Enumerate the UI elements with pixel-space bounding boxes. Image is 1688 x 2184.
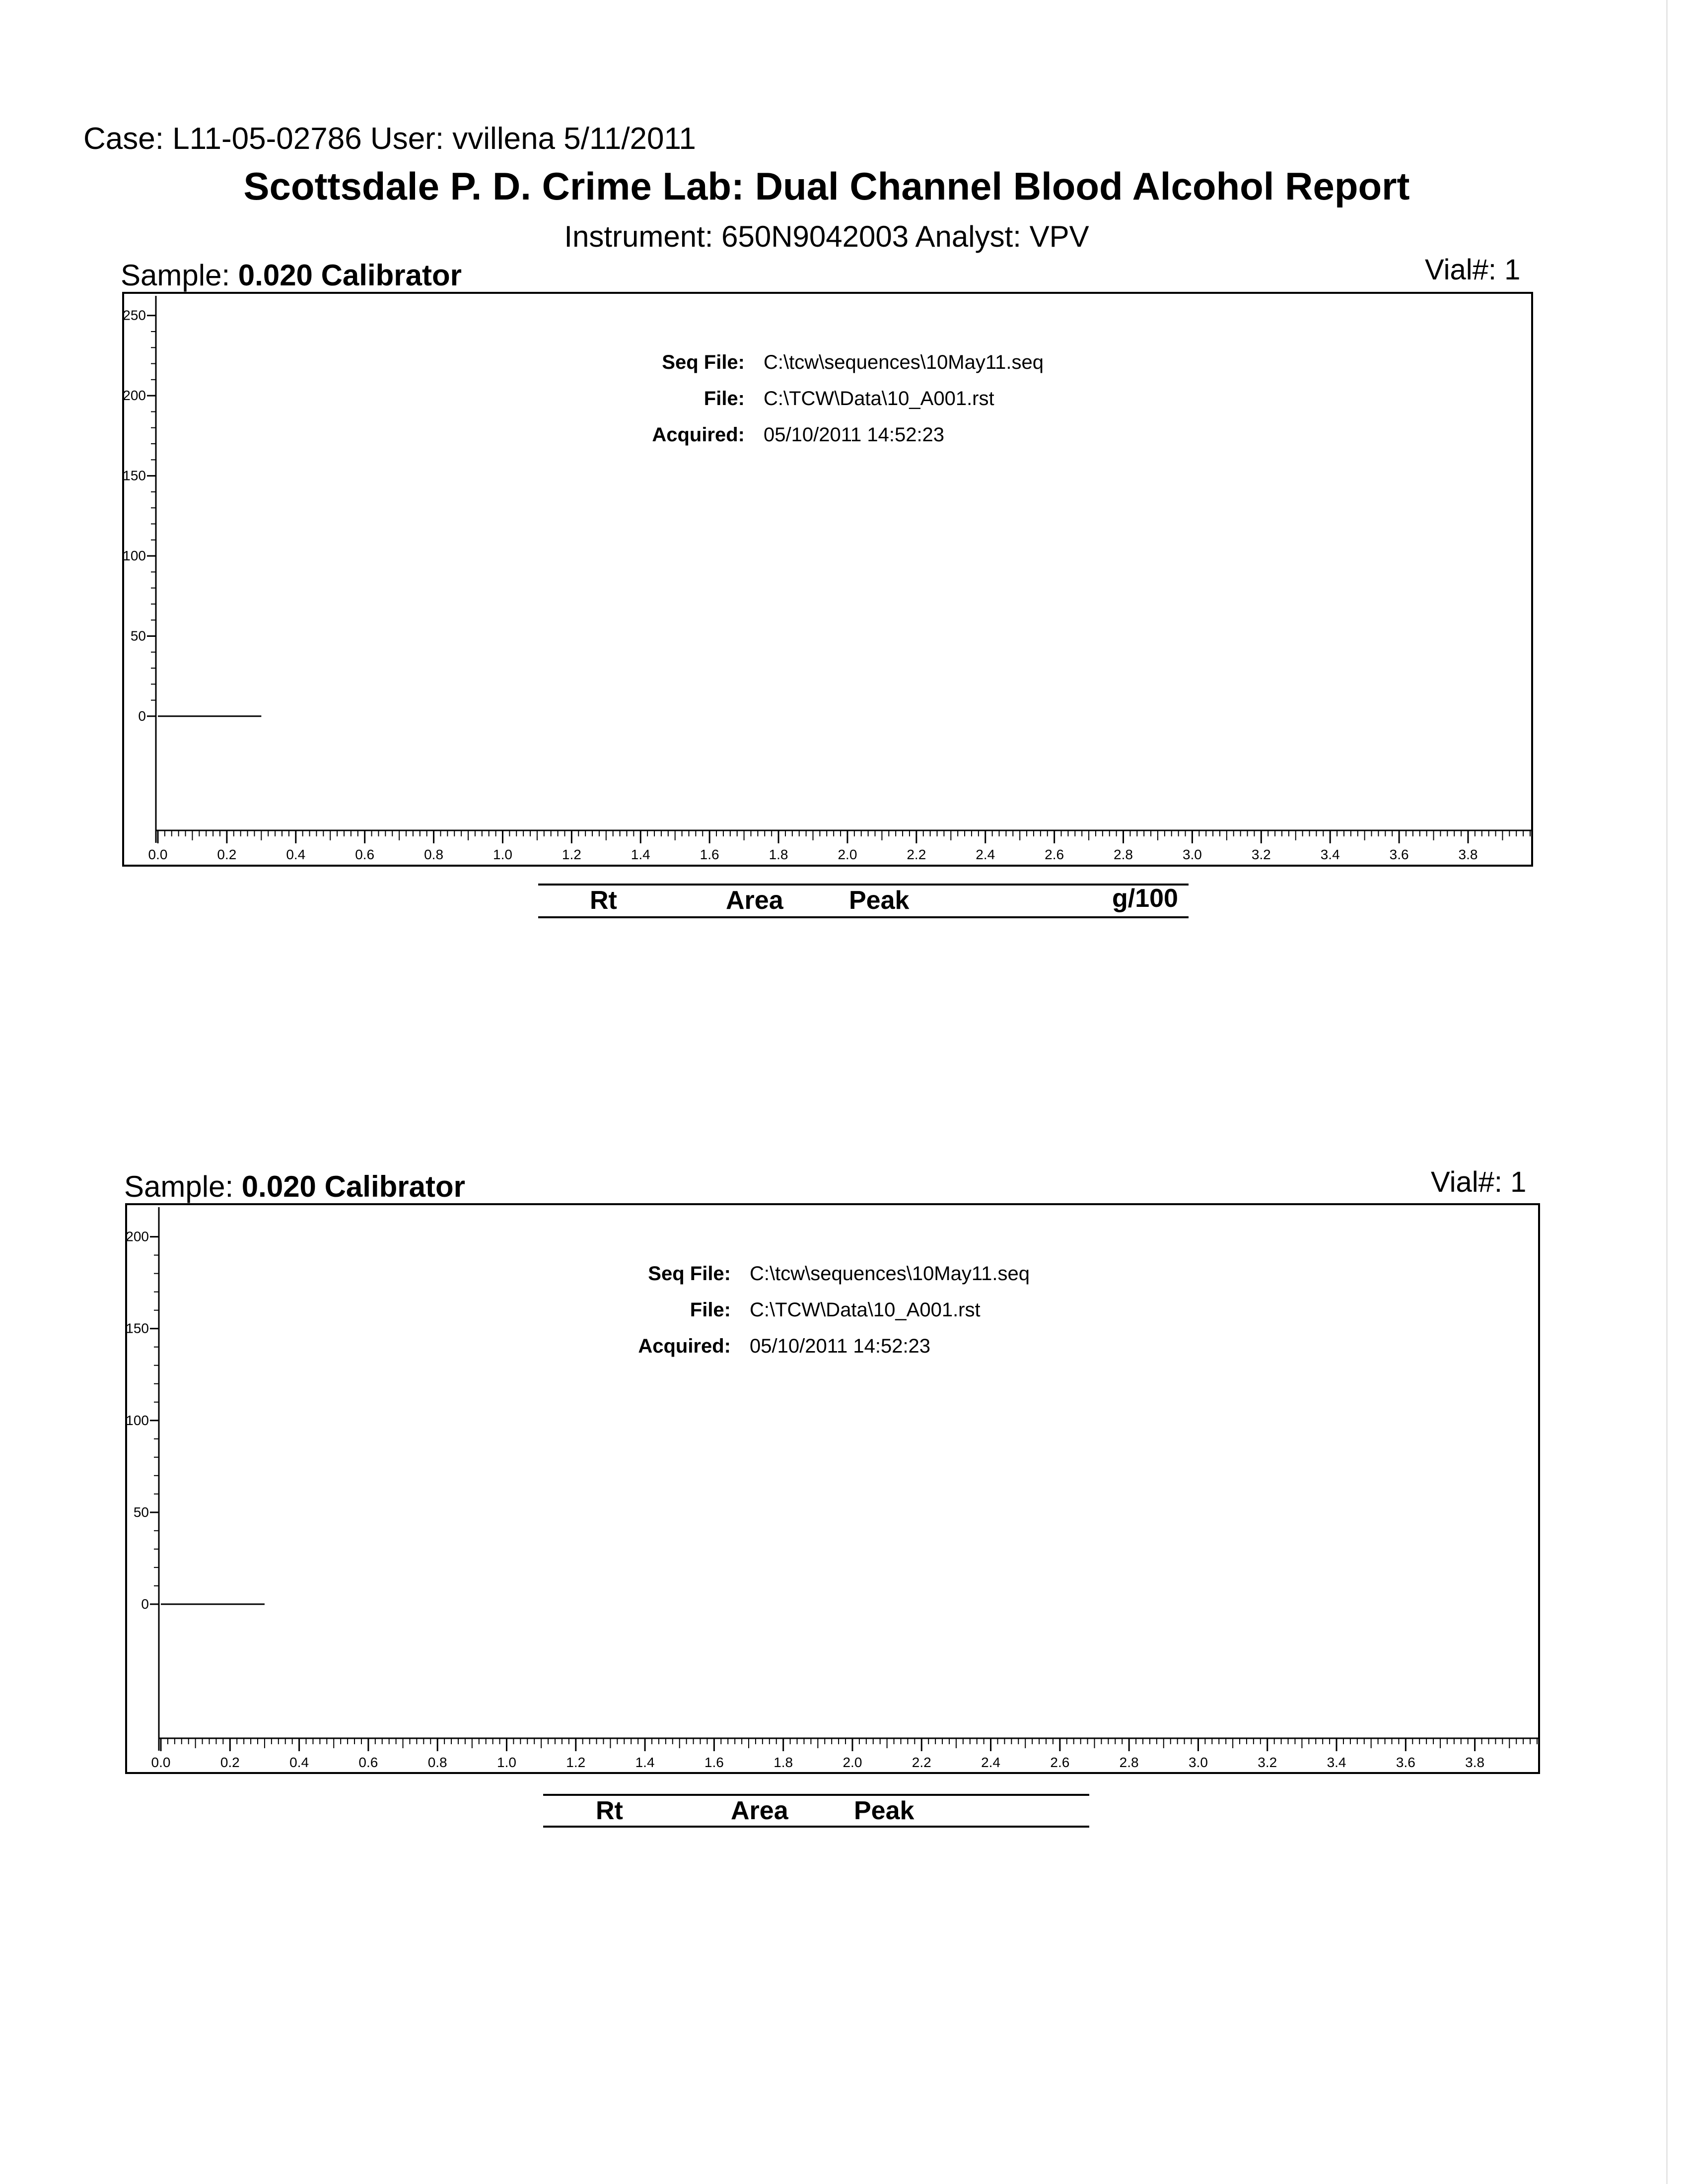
x-tick-label: 3.2 [1258, 1755, 1277, 1770]
x-tick-label: 2.2 [912, 1755, 931, 1770]
x-tick-label: 3.8 [1465, 1755, 1485, 1770]
x-tick-label: 1.0 [493, 847, 512, 862]
x-tick-label: 1.8 [774, 1755, 793, 1770]
x-tick-label: 0.0 [151, 1755, 171, 1770]
panel-1-acquired-value: 05/10/2011 14:52:23 [764, 424, 945, 446]
panel-2-sample-name: 0.020 Calibrator [241, 1170, 465, 1203]
x-tick-label: 0.0 [148, 847, 168, 862]
x-tick-label: 2.8 [1119, 1755, 1139, 1770]
x-tick-label: 3.6 [1389, 847, 1409, 862]
y-tick-label: 250 [123, 307, 146, 323]
y-tick-label: 150 [123, 468, 146, 483]
x-tick-label: 2.8 [1114, 847, 1133, 862]
x-tick-label: 0.8 [427, 1755, 447, 1770]
x-tick-label: 3.6 [1396, 1755, 1415, 1770]
y-tick-label: 100 [123, 548, 146, 564]
panel-1-col-g100: g/100 [1112, 884, 1178, 913]
x-tick-label: 3.8 [1458, 847, 1478, 862]
x-tick-label: 1.4 [631, 847, 650, 862]
x-tick-label: 1.2 [562, 847, 581, 862]
y-tick-label: 200 [123, 388, 146, 404]
panel-2-table-top-rule [543, 1794, 1089, 1796]
panel-1-seq-file-value: C:\tcw\sequences\10May11.seq [764, 351, 1044, 373]
panel-1-file-label: File: [703, 388, 745, 410]
panel-2-col-area: Area [731, 1796, 788, 1825]
x-tick-label: 3.4 [1327, 1755, 1346, 1770]
panel-2-vial: Vial#: 1 [1431, 1166, 1527, 1198]
x-tick-label: 1.2 [566, 1755, 586, 1770]
x-tick-label: 1.0 [497, 1755, 516, 1770]
panel-1-col-area: Area [726, 886, 783, 915]
panel-2-file-value: C:\TCW\Data\10_A001.rst [750, 1299, 981, 1321]
y-tick-label: 0 [141, 1596, 149, 1612]
x-tick-label: 2.6 [1050, 1755, 1070, 1770]
x-tick-label: 2.6 [1045, 847, 1064, 862]
y-tick-label: 50 [133, 1504, 149, 1520]
case-line: Case: L11-05-02786 User: vvillena 5/11/2011 [83, 122, 696, 156]
x-tick-label: 1.8 [769, 847, 788, 862]
panel-2-sample-prefix: Sample: [124, 1170, 234, 1203]
panel-2-seq-file-label: Seq File: [648, 1263, 731, 1285]
x-tick-label: 2.0 [838, 847, 857, 862]
y-tick-label: 200 [126, 1228, 149, 1244]
instrument-line: Instrument: 650N9042003 Analyst: VPV [564, 220, 1089, 253]
panel-1-col-rt: Rt [590, 886, 617, 915]
panel-1-seq-file-label: Seq File: [662, 351, 745, 373]
panel-2-col-peak: Peak [854, 1796, 914, 1825]
x-tick-label: 0.6 [358, 1755, 378, 1770]
x-tick-label: 0.8 [424, 847, 444, 862]
panel-1-sample-label [121, 258, 462, 292]
panel-2-acquired-label: Acquired: [638, 1335, 731, 1357]
panel-1-vial: Vial#: 1 [1425, 254, 1521, 286]
panel-1-col-peak: Peak [849, 886, 910, 915]
panel-1-file-value: C:\TCW\Data\10_A001.rst [764, 388, 994, 410]
x-tick-label: 3.0 [1182, 847, 1202, 862]
panel-1-sample-prefix: Sample: [121, 259, 230, 292]
x-tick-label: 2.2 [907, 847, 926, 862]
panel-1-sample-name: 0.020 Calibrator [238, 259, 462, 292]
x-tick-label: 3.4 [1320, 847, 1340, 862]
panel-2-sample-label [124, 1169, 465, 1204]
x-tick-label: 3.2 [1251, 847, 1271, 862]
x-tick-label: 0.4 [289, 1755, 309, 1770]
panel-1-acquired-label: Acquired: [652, 424, 745, 446]
panel-2-seq-file-value: C:\tcw\sequences\10May11.seq [750, 1263, 1030, 1285]
x-tick-label: 1.4 [635, 1755, 655, 1770]
y-tick-label: 50 [130, 628, 146, 644]
scan-edge-line [1666, 0, 1668, 2184]
y-tick-label: 150 [126, 1320, 149, 1336]
panel-2-table-bottom-rule [543, 1826, 1089, 1828]
x-tick-label: 3.0 [1188, 1755, 1208, 1770]
report-title: Scottsdale P. D. Crime Lab: Dual Channel Blood Alcohol Report [243, 164, 1410, 208]
panel-2-file-label: File: [690, 1299, 731, 1321]
x-tick-label: 1.6 [704, 1755, 724, 1770]
x-tick-label: 0.2 [217, 847, 237, 862]
x-tick-label: 0.4 [286, 847, 306, 862]
x-tick-label: 2.0 [843, 1755, 862, 1770]
panel-1-table-bottom-rule [538, 916, 1189, 918]
x-tick-label: 2.4 [981, 1755, 1001, 1770]
x-tick-label: 2.4 [976, 847, 995, 862]
panel-1-info-block [586, 351, 1044, 446]
panel-2-info-block [572, 1263, 1030, 1358]
y-tick-label: 0 [138, 708, 146, 724]
x-tick-label: 0.2 [220, 1755, 240, 1770]
panel-2-acquired-value: 05/10/2011 14:52:23 [750, 1335, 931, 1357]
panel-2-col-rt: Rt [596, 1796, 623, 1825]
x-tick-label: 0.6 [355, 847, 375, 862]
y-tick-label: 100 [126, 1412, 149, 1428]
x-tick-label: 1.6 [700, 847, 719, 862]
